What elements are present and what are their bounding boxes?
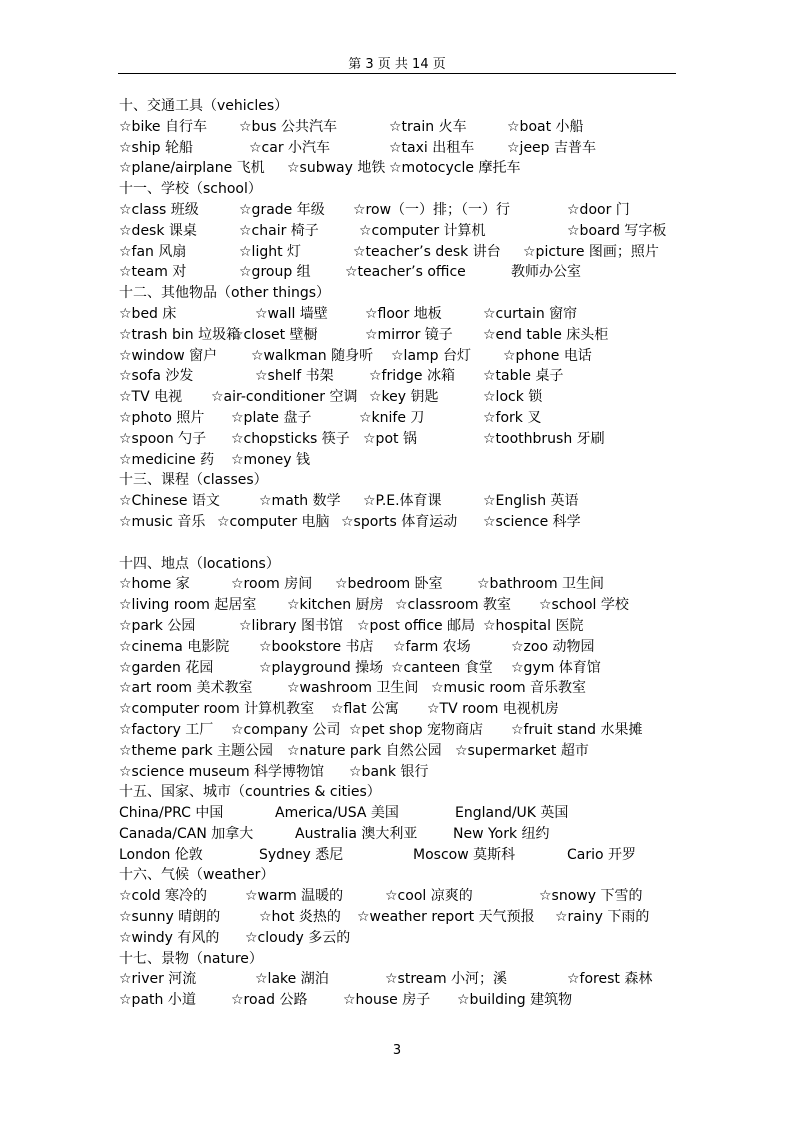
- vocab-row: [119, 450, 679, 471]
- vocab-item: ☆table 桌子: [483, 368, 564, 385]
- vocab-item: ☆bed 床: [119, 305, 177, 322]
- vocab-item: ☆factory 工厂: [119, 721, 214, 738]
- vocab-item: ☆train 火车: [389, 118, 467, 135]
- vocab-item: Moscow 莫斯科: [413, 846, 516, 863]
- vocab-item: ☆bank 银行: [349, 763, 429, 780]
- vocab-item: ☆computer 电脑: [217, 513, 330, 530]
- section-heading: 十六、气候（weather）: [119, 867, 275, 884]
- vocab-item: ☆medicine 药: [119, 451, 215, 468]
- vocab-item: ☆math 数学: [259, 493, 341, 510]
- vocab-item: ☆lock 锁: [483, 389, 543, 406]
- vocab-item: ☆library 图书馆: [239, 617, 344, 634]
- vocab-item: ☆bus 公共汽车: [239, 118, 338, 135]
- vocab-item: ☆English 英语: [483, 493, 579, 510]
- section-heading: 十、交通工具（vehicles）: [119, 98, 289, 114]
- vocab-row: [119, 138, 679, 159]
- vocab-item: ☆subway 地铁: [287, 160, 386, 177]
- vocab-item: ☆curtain 窗帘: [483, 305, 578, 322]
- vocab-item: ☆desk 课桌: [119, 222, 197, 239]
- vocab-row: [119, 429, 679, 450]
- vocab-item: Australia 澳大利亚: [295, 825, 418, 842]
- vocab-row: [119, 346, 679, 367]
- vocab-item: ☆lake 湖泊: [255, 971, 329, 988]
- vocab-item: ☆chopsticks 筷子: [231, 430, 350, 447]
- vocab-item: ☆theme park 主题公园: [119, 742, 274, 759]
- vocab-row: [119, 242, 679, 263]
- vocab-item: ☆building 建筑物: [457, 992, 573, 1009]
- vocab-item: ☆car 小汽车: [249, 139, 331, 156]
- vocab-item: ☆board 写字板: [567, 222, 667, 239]
- vocab-row: [119, 803, 679, 824]
- vocab-item: ☆class 班级: [119, 201, 199, 218]
- vocab-item: ☆toothbrush 牙刷: [483, 430, 605, 447]
- vocab-item: ☆bathroom 卫生间: [477, 576, 605, 593]
- vocab-item: ☆light 灯: [239, 243, 302, 260]
- vocab-item: ☆grade 年级: [239, 201, 325, 218]
- vocab-row: [119, 366, 679, 387]
- vocab-item: ☆science museum 科学博物馆: [119, 763, 325, 780]
- vocab-item: ☆air-conditioner 空调: [211, 389, 358, 406]
- vocab-item: ☆bookstore 书店: [259, 638, 374, 655]
- vocab-row: [119, 824, 679, 845]
- vocab-item: ☆house 房子: [343, 992, 431, 1009]
- vocab-item: ☆lamp 台灯: [391, 347, 471, 364]
- vocab-item: ☆TV 电视: [119, 389, 183, 406]
- vocab-item: ☆road 公路: [231, 992, 308, 1009]
- vocab-item: ☆P.E.体育课: [363, 493, 442, 510]
- vocab-item: ☆cool 凉爽的: [385, 888, 473, 905]
- vocab-item: ☆fridge 冰箱: [369, 368, 455, 385]
- vocab-item: ☆plane/airplane 飞机: [119, 160, 265, 177]
- vocab-row: [119, 221, 679, 242]
- vocab-item: ☆art room 美术教室: [119, 680, 253, 697]
- vocab-item: ☆pet shop 宠物商店: [349, 721, 484, 738]
- vocab-item: ☆kitchen 厨房: [287, 597, 384, 614]
- vocab-item: ☆path 小道: [119, 992, 196, 1009]
- vocab-item: ☆mirror 镜子: [365, 326, 453, 343]
- section-heading: 十二、其他物品（other things）: [119, 285, 331, 302]
- vocab-item: New York 纽约: [453, 825, 550, 842]
- vocab-item: ☆room 房间: [231, 576, 313, 593]
- vocab-item: ☆river 河流: [119, 971, 197, 988]
- vocab-row: [119, 595, 679, 616]
- vocab-row: [119, 304, 679, 325]
- vocab-item: ☆bike 自行车: [119, 118, 207, 135]
- vocab-item: ☆trash bin 垃圾箱: [119, 326, 241, 343]
- vocab-item: ☆sunny 晴朗的: [119, 909, 221, 926]
- vocab-item: ☆sports 体育运动: [341, 513, 458, 530]
- vocab-item: London 伦敦: [119, 846, 203, 863]
- header-rule: [118, 73, 676, 74]
- vocab-row: [119, 325, 679, 346]
- vocab-row: [119, 491, 679, 512]
- vocab-item: ☆school 学校: [539, 597, 629, 614]
- vocab-row: [119, 262, 679, 283]
- vocab-row: [119, 845, 679, 866]
- vocab-item: ☆living room 起居室: [119, 597, 257, 614]
- vocab-item: ☆canteen 食堂: [391, 659, 493, 676]
- vocab-item: ☆music room 音乐教室: [431, 680, 587, 697]
- vocab-item: ☆door 门: [567, 201, 630, 218]
- vocab-row: [119, 762, 679, 783]
- vocab-item: ☆warm 温暖的: [245, 888, 344, 905]
- vocab-row: [119, 886, 679, 907]
- vocab-item: ☆spoon 勺子: [119, 430, 207, 447]
- vocab-item: ☆jeep 吉普车: [507, 139, 597, 156]
- vocab-item: ☆classroom 教室: [395, 597, 511, 614]
- vocab-item: ☆taxi 出租车: [389, 139, 475, 156]
- vocab-item: ☆supermarket 超市: [455, 742, 589, 759]
- vocab-item: ☆photo 照片: [119, 409, 205, 426]
- vocab-row: [119, 117, 679, 138]
- vocab-row: [119, 200, 679, 221]
- vocab-item: Sydney 悉尼: [259, 846, 344, 863]
- vocab-item: ☆fruit stand 水果摊: [511, 721, 643, 738]
- vocab-item: ☆phone 电话: [503, 347, 592, 364]
- vocab-item: America/USA 美国: [275, 805, 399, 822]
- page-header: 第 3 页 共 14 页: [348, 57, 446, 72]
- vocab-item: ☆plate 盘子: [231, 409, 312, 426]
- vocab-item: ☆key 钥匙: [369, 389, 439, 406]
- vocab-item: ☆cloudy 多云的: [245, 929, 351, 946]
- vocab-row: [119, 408, 679, 429]
- vocab-item: China/PRC 中国: [119, 805, 224, 822]
- vocabulary-list: [119, 96, 679, 1011]
- vocab-item: ☆walkman 随身听: [251, 347, 374, 364]
- vocab-item: ☆picture 图画；照片: [523, 243, 659, 260]
- vocab-item: 教师办公室: [511, 264, 581, 281]
- vocab-item: ☆shelf 书架: [255, 368, 334, 385]
- vocab-item: Cario 开罗: [567, 846, 637, 863]
- vocab-item: ☆forest 森林: [567, 971, 653, 988]
- vocab-item: ☆fan 风扇: [119, 243, 187, 260]
- vocab-item: ☆music 音乐: [119, 513, 206, 530]
- vocab-item: ☆stream 小河；溪: [385, 971, 508, 988]
- vocab-row: [119, 907, 679, 928]
- vocab-item: ☆park 公园: [119, 617, 196, 634]
- vocab-item: ☆science 科学: [483, 513, 581, 530]
- vocab-item: ☆bedroom 卧室: [335, 576, 443, 593]
- vocab-item: ☆computer 计算机: [359, 222, 486, 239]
- vocab-row: [119, 990, 679, 1011]
- vocab-item: ☆knife 刀: [359, 409, 425, 426]
- vocab-item: ☆garden 花园: [119, 659, 214, 676]
- vocab-item: ☆post office 邮局: [357, 617, 476, 634]
- vocab-item: ☆row（一）排；（一）行: [353, 201, 511, 218]
- vocab-item: ☆cinema 电影院: [119, 638, 230, 655]
- vocab-item: ☆end table 床头柜: [483, 326, 609, 343]
- vocab-row: [119, 158, 679, 179]
- vocab-item: ☆closet 壁橱: [231, 326, 318, 343]
- vocab-row: [119, 387, 679, 408]
- vocab-item: ☆teacher’s desk 讲台: [353, 243, 501, 260]
- vocab-item: England/UK 英国: [455, 805, 569, 822]
- vocab-row: [119, 637, 679, 658]
- vocab-item: ☆flat 公寓: [331, 701, 399, 718]
- vocab-item: ☆rainy 下雨的: [555, 909, 650, 926]
- vocab-row: [119, 678, 679, 699]
- blank-line: [119, 533, 679, 554]
- section-heading: 十三、课程（classes）: [119, 472, 268, 489]
- vocab-row: [119, 969, 679, 990]
- vocab-item: ☆windy 有风的: [119, 929, 220, 946]
- vocab-item: ☆sofa 沙发: [119, 368, 194, 385]
- vocab-item: ☆nature park 自然公园: [287, 742, 442, 759]
- vocab-item: ☆snowy 下雪的: [539, 888, 643, 905]
- vocab-item: ☆farm 农场: [393, 638, 471, 655]
- vocab-row: [119, 512, 679, 533]
- vocab-item: ☆gym 体育馆: [511, 659, 601, 676]
- vocab-row: [119, 616, 679, 637]
- vocab-item: ☆computer room 计算机教室: [119, 701, 315, 718]
- section-heading: 十五、国家、城市（countries & cities）: [119, 784, 381, 801]
- page-number: 3: [392, 1043, 402, 1058]
- vocab-item: ☆hospital 医院: [483, 617, 584, 634]
- section-heading: 十一、学校（school）: [119, 181, 262, 198]
- vocab-item: ☆group 组: [239, 264, 311, 281]
- vocab-row: [119, 928, 679, 949]
- section-heading: 十四、地点（locations）: [119, 555, 280, 572]
- vocab-item: ☆pot 锅: [363, 430, 417, 447]
- vocab-row: [119, 574, 679, 595]
- section-heading: 十七、景物（nature）: [119, 950, 263, 967]
- vocab-item: ☆window 窗户: [119, 347, 218, 364]
- vocab-item: ☆motocycle 摩托车: [389, 160, 521, 177]
- vocab-item: ☆money 钱: [231, 451, 310, 468]
- vocab-item: ☆TV room 电视机房: [427, 701, 559, 718]
- vocab-item: ☆company 公司: [231, 721, 341, 738]
- vocab-item: ☆zoo 动物园: [511, 638, 595, 655]
- vocab-item: ☆team 对: [119, 264, 187, 281]
- vocab-item: ☆teacher’s office: [345, 264, 466, 281]
- vocab-row: [119, 741, 679, 762]
- vocab-item: ☆chair 椅子: [239, 222, 319, 239]
- vocab-item: ☆home 家: [119, 576, 190, 593]
- vocab-item: ☆fork 叉: [483, 409, 542, 426]
- vocab-item: ☆hot 炎热的: [259, 909, 341, 926]
- vocab-row: [119, 720, 679, 741]
- vocab-item: ☆weather report 天气预报: [357, 909, 535, 926]
- vocab-item: ☆Chinese 语文: [119, 493, 220, 510]
- vocab-item: ☆wall 墙壁: [255, 305, 328, 322]
- vocab-item: Canada/CAN 加拿大: [119, 825, 254, 842]
- vocab-item: ☆floor 地板: [365, 305, 442, 322]
- vocab-item: ☆ship 轮船: [119, 139, 193, 156]
- vocab-item: ☆playground 操场: [259, 659, 384, 676]
- vocab-row: [119, 658, 679, 679]
- vocab-item: ☆washroom 卫生间: [287, 680, 419, 697]
- vocab-item: ☆boat 小船: [507, 118, 584, 135]
- vocab-item: ☆cold 寒冷的: [119, 888, 208, 905]
- vocab-row: [119, 699, 679, 720]
